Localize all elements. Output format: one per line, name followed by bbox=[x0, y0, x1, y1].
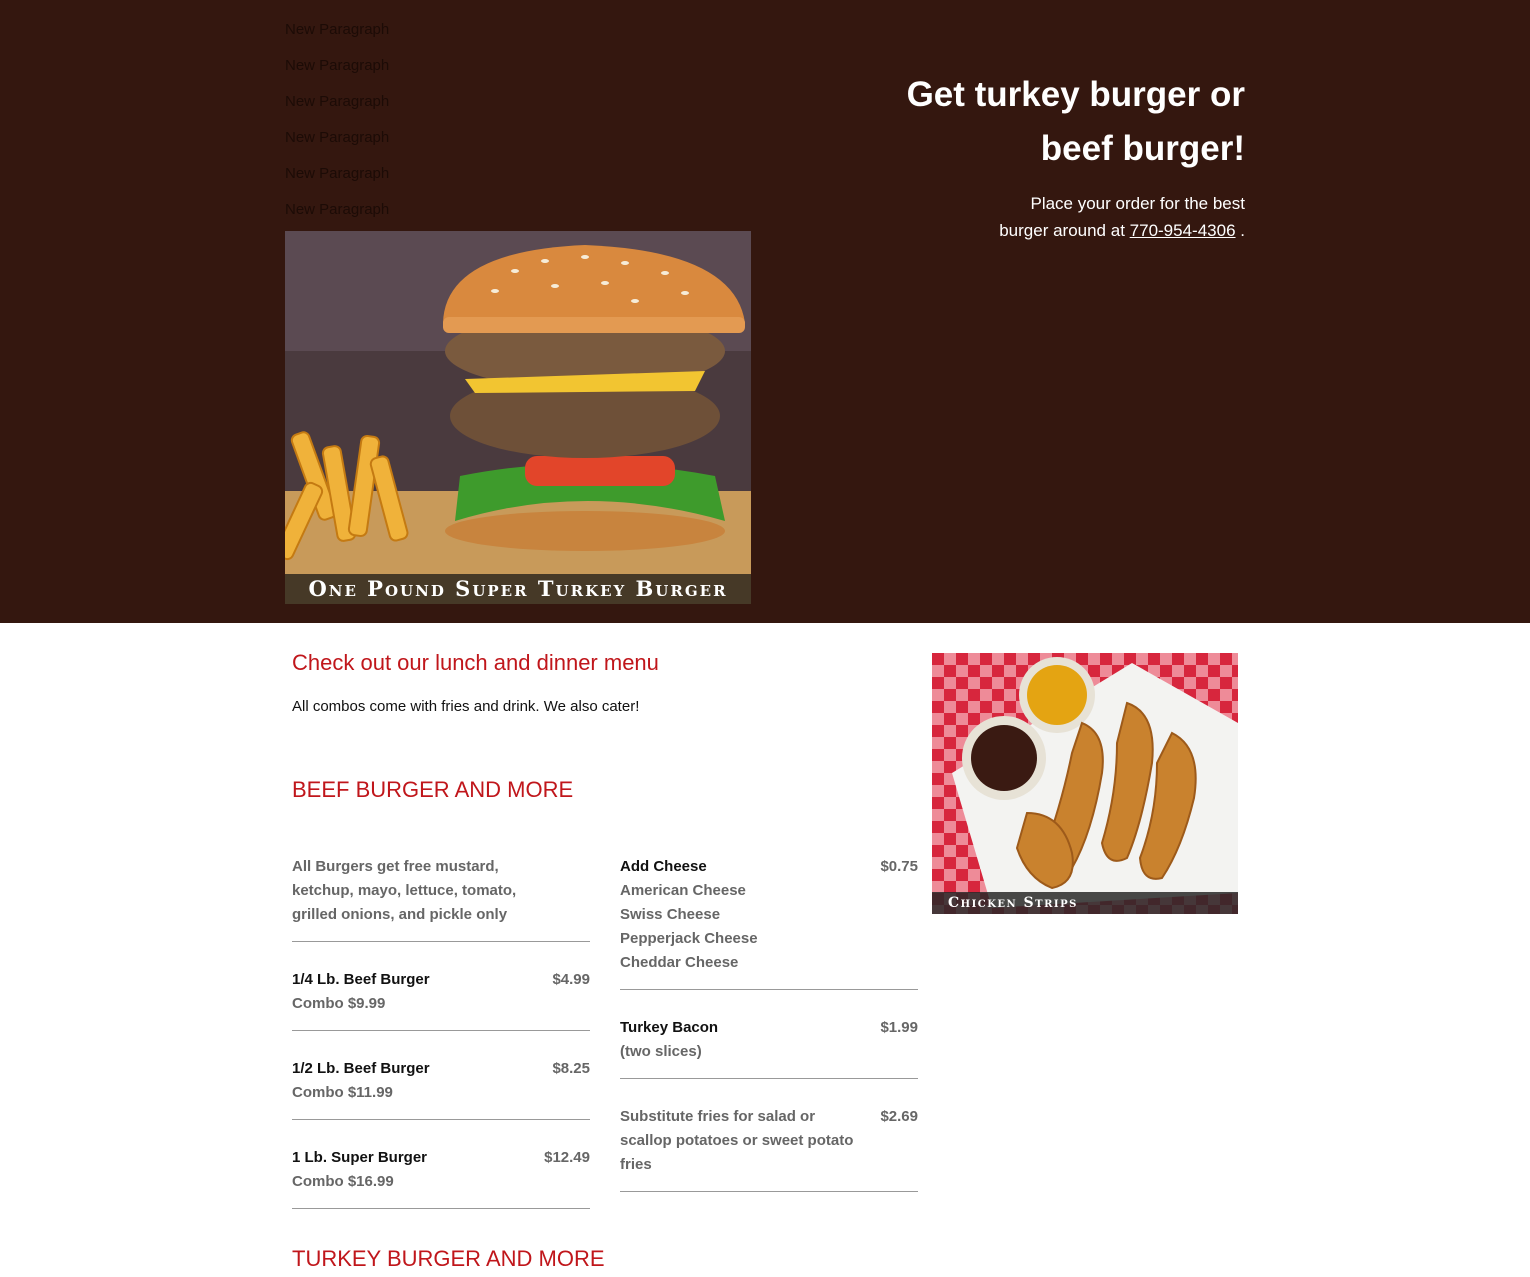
menu-item-combo: Combo $11.99 bbox=[292, 1084, 393, 1101]
menu-title: Check out our lunch and dinner menu bbox=[292, 650, 659, 675]
menu-item-price: $1.99 bbox=[880, 1019, 918, 1036]
section-title-turkey: TURKEY BURGER AND MORE bbox=[292, 1246, 605, 1271]
hero-title-line2: beef burger! bbox=[1040, 129, 1245, 168]
menu-item-option: Swiss Cheese bbox=[620, 906, 721, 923]
menu-item-combo: Combo $9.99 bbox=[292, 995, 386, 1012]
menu-item-name: 1 Lb. Super Burger bbox=[292, 1149, 428, 1166]
menu-item bbox=[620, 1016, 918, 1079]
menu-item-combo: Combo $16.99 bbox=[292, 1173, 394, 1190]
hero-banner bbox=[0, 0, 1530, 623]
menu-item bbox=[292, 1057, 590, 1120]
placeholder-paragraph: New Paragraph bbox=[285, 165, 390, 182]
hero-title-line1: Get turkey burger or bbox=[906, 75, 1245, 114]
menu-item-option: Cheddar Cheese bbox=[620, 954, 739, 971]
menu-intro: All combos come with fries and drink. We also cater! bbox=[292, 698, 640, 715]
placeholder-paragraph: New Paragraph bbox=[285, 21, 390, 38]
photo-caption: One Pound Super Turkey Burger bbox=[285, 574, 751, 604]
menu-item-price: $8.25 bbox=[552, 1060, 590, 1077]
phone-link[interactable]: 770-954-4306 bbox=[1129, 221, 1236, 240]
menu-item-price: $2.69 bbox=[880, 1108, 918, 1125]
hero-subtitle bbox=[995, 190, 1245, 244]
menu-item-price: $12.49 bbox=[544, 1149, 590, 1166]
menu-item-option: American Cheese bbox=[620, 882, 746, 899]
section-title-beef: BEEF BURGER AND MORE bbox=[292, 777, 574, 802]
hero-subtitle-text: Place your order for the best burger around at bbox=[999, 194, 1245, 240]
placeholder-paragraph: New Paragraph bbox=[285, 93, 390, 110]
menu-item bbox=[292, 968, 590, 1031]
menu-column-left bbox=[292, 855, 590, 1235]
menu-item-name: Turkey Bacon bbox=[620, 1019, 719, 1036]
menu-item bbox=[292, 1146, 590, 1209]
hero-headline-block bbox=[825, 68, 1245, 244]
hero-subtitle-period: . bbox=[1240, 221, 1245, 240]
placeholder-paragraphs bbox=[285, 18, 585, 234]
menu-item-option: Substitute fries for salad or scallop potatoes or sweet potato fries bbox=[620, 1108, 854, 1173]
turkey-burger-photo bbox=[285, 231, 751, 604]
placeholder-paragraph: New Paragraph bbox=[285, 57, 390, 74]
menu-item-price: $0.75 bbox=[880, 858, 918, 875]
placeholder-paragraph: New Paragraph bbox=[285, 129, 390, 146]
placeholder-paragraph: New Paragraph bbox=[285, 201, 390, 218]
menu-item-option: Pepperjack Cheese bbox=[620, 930, 758, 947]
menu-item-name: 1/4 Lb. Beef Burger bbox=[292, 971, 430, 988]
menu-item bbox=[620, 855, 918, 990]
chicken-strips-photo bbox=[932, 653, 1238, 914]
menu-item-name: 1/2 Lb. Beef Burger bbox=[292, 1060, 430, 1077]
menu-note bbox=[292, 855, 590, 942]
menu-item-name: Add Cheese bbox=[620, 858, 707, 875]
burger-toppings-note: All Burgers get free mustard, ketchup, mayo, lettuce, tomato, grilled onions, and pickle only bbox=[292, 858, 517, 923]
chicken-strips-illustration bbox=[932, 653, 1238, 914]
photo-caption: Chicken Strips bbox=[932, 892, 1238, 914]
burger-illustration bbox=[285, 231, 751, 604]
menu-item bbox=[620, 1105, 918, 1192]
menu-item-option: (two slices) bbox=[620, 1043, 702, 1060]
menu-column-right bbox=[620, 855, 918, 1218]
menu-item-price: $4.99 bbox=[552, 971, 590, 988]
